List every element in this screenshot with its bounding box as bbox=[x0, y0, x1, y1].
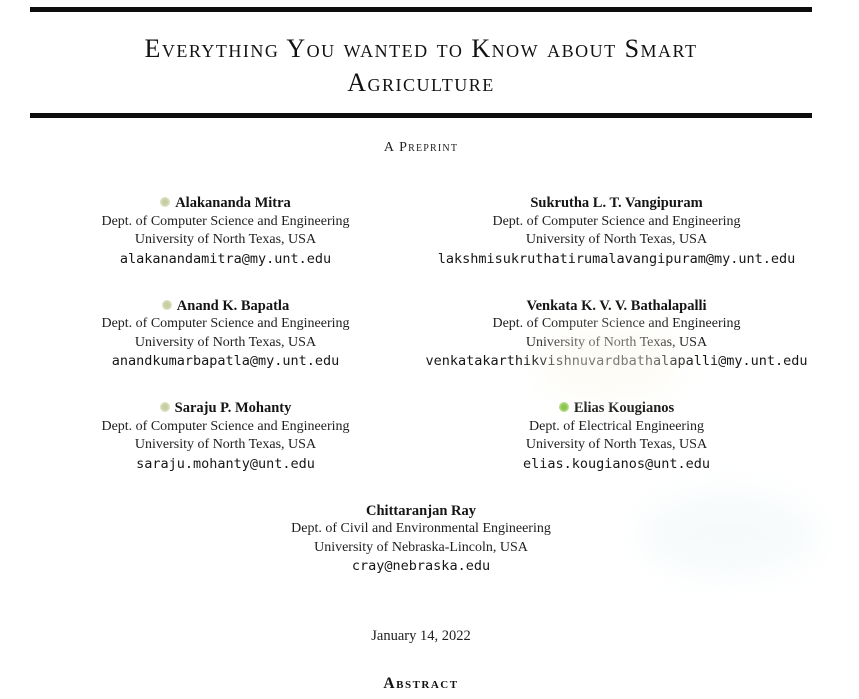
author-list bbox=[30, 194, 812, 576]
author-name bbox=[30, 399, 421, 418]
author-row-3 bbox=[30, 399, 812, 474]
author-block-mitra bbox=[30, 194, 421, 269]
top-rule bbox=[30, 7, 812, 12]
author-name bbox=[421, 399, 812, 418]
author-name-text: Elias Kougianos bbox=[573, 400, 675, 416]
author-university: University of North Texas, USA bbox=[525, 334, 708, 350]
author-block-mohanty bbox=[30, 399, 421, 474]
paper-title bbox=[30, 32, 812, 100]
author-row-1 bbox=[30, 194, 812, 269]
author-row-2 bbox=[30, 297, 812, 372]
author-department: Dept. of Computer Science and Engineering bbox=[101, 213, 350, 229]
author-block-vangipuram bbox=[421, 194, 812, 269]
author-department: Dept. of Civil and Environmental Engineering bbox=[291, 521, 551, 536]
author-email: venkatakarthikvishnuvardbathalapalli@my.unt.edu bbox=[425, 353, 808, 369]
author-department: Dept. of Computer Science and Engineering bbox=[101, 418, 350, 434]
orcid-icon bbox=[162, 300, 172, 310]
author-university: University of North Texas, USA bbox=[134, 437, 317, 452]
author-email: lakshmisukruthatirumalavangipuram@my.unt.edu bbox=[437, 250, 796, 267]
author-university: University of North Texas, USA bbox=[134, 334, 317, 350]
author-department: Dept. of Computer Science and Engineering bbox=[492, 316, 741, 331]
author-department: Dept. of Computer Science and Engineering bbox=[101, 316, 350, 331]
orcid-icon bbox=[559, 402, 569, 412]
author-name-text: Venkata K. V. V. Bathalapalli bbox=[526, 297, 707, 314]
author-university: University of North Texas, USA bbox=[525, 437, 708, 452]
author-name bbox=[30, 502, 812, 521]
author-block-bapatla bbox=[30, 297, 421, 372]
author-name-text: Sukrutha L. T. Vangipuram bbox=[530, 195, 703, 211]
author-name-text: Saraju P. Mohanty bbox=[174, 400, 292, 416]
title-bottom-rule bbox=[30, 113, 812, 118]
author-email: saraju.mohanty@unt.edu bbox=[136, 455, 315, 472]
orcid-icon bbox=[160, 197, 170, 207]
author-university: University of Nebraska-Lincoln, USA bbox=[314, 539, 528, 555]
author-row-4 bbox=[30, 502, 812, 577]
author-name-text: Alakananda Mitra bbox=[175, 195, 291, 211]
author-name bbox=[421, 194, 812, 213]
orcid-icon bbox=[160, 402, 170, 412]
author-university: University of North Texas, USA bbox=[525, 232, 708, 247]
author-block-ray bbox=[30, 502, 812, 577]
author-block-kougianos bbox=[421, 399, 812, 474]
author-name bbox=[421, 297, 812, 316]
paper-title-line-2: Agriculture bbox=[347, 68, 495, 97]
author-email: anandkumarbapatla@my.unt.edu bbox=[111, 353, 340, 369]
preprint-label: A Preprint bbox=[383, 140, 459, 155]
author-name-text: Anand K. Bapatla bbox=[176, 297, 290, 314]
abstract-heading: Abstract bbox=[383, 675, 459, 692]
author-email: cray@nebraska.edu bbox=[351, 558, 491, 574]
author-email: elias.kougianos@unt.edu bbox=[523, 455, 710, 472]
author-name-text: Chittaranjan Ray bbox=[366, 502, 476, 519]
author-department: Dept. of Computer Science and Engineering bbox=[492, 213, 741, 229]
author-university: University of North Texas, USA bbox=[134, 232, 317, 247]
author-department: Dept. of Electrical Engineering bbox=[529, 418, 704, 434]
publication-date: January 14, 2022 bbox=[371, 628, 471, 644]
paper-title-line-1: Everything You wanted to Know about Smart bbox=[144, 34, 698, 63]
author-email: alakanandamitra@my.unt.edu bbox=[119, 250, 332, 267]
author-name bbox=[30, 297, 421, 316]
author-block-bathalapalli bbox=[421, 297, 812, 372]
author-name bbox=[30, 194, 421, 213]
page-content bbox=[30, 0, 812, 693]
